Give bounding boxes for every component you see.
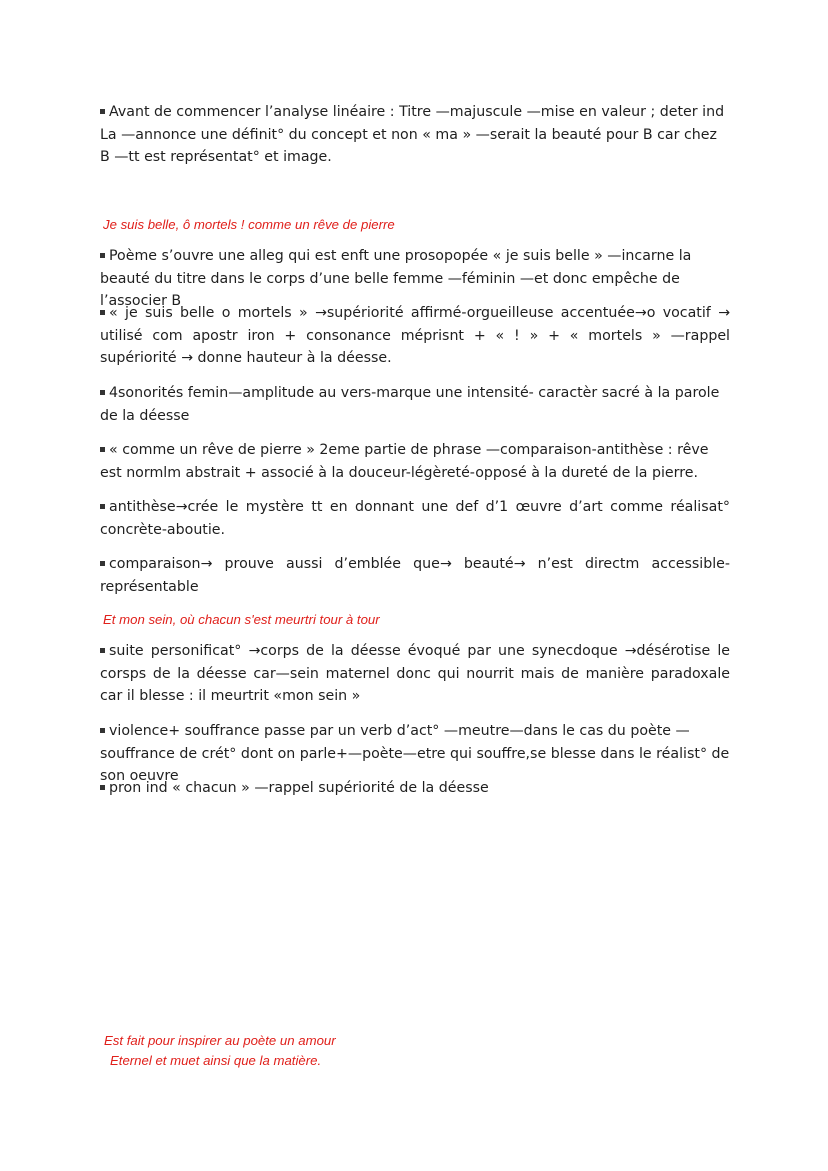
intro-text: Avant de commencer l’analyse linéaire : Titre —majuscule —mise en valeur ; deter ind La —annonce une définit° du concept et non « ma » —serait la beauté pour B car chez B —tt est représentat° et image. bbox=[100, 104, 725, 165]
note-text: pron ind « chacun » —rappel supériorité de la déesse bbox=[109, 780, 489, 796]
bullet-icon bbox=[100, 785, 105, 790]
note-paragraph bbox=[100, 777, 730, 800]
bullet-icon bbox=[100, 561, 105, 566]
note-text: « comme un rêve de pierre » 2eme partie de phrase —comparaison-antithèse : rêve est normlm abstrait + associé à la douceur-légèreté-opposé à la dureté de la pierre. bbox=[100, 442, 709, 481]
note-text: 4sonorités femin—amplitude au vers-marque une intensité- caractèr sacré à la parole de la déesse bbox=[100, 385, 720, 424]
quote-line-1: Je suis belle, ô mortels ! comme un rêve de pierre bbox=[103, 217, 395, 232]
note-paragraph bbox=[100, 382, 730, 427]
note-text: violence+ souffrance passe par un verb d’act° —meutre—dans le cas du poète —souffrance de crét° dont on parle+—poète—etre qui souffre,se blesse dans le réalist° de son oeuvre bbox=[100, 723, 730, 784]
quote-line-2: Et mon sein, où chacun s'est meurtri tour à tour bbox=[103, 612, 380, 627]
quote-line-3b: Eternel et muet ainsi que la matière. bbox=[110, 1053, 322, 1068]
note-text: « je suis belle o mortels » →supériorité affirmé-orgueilleuse accentuée→o vocatif → utilisé com apostr iron + consonance méprisnt + « ! » + « mortels » —rappel supériorité → donne hauteur à la déesse. bbox=[100, 305, 730, 366]
bullet-icon bbox=[100, 390, 105, 395]
note-paragraph bbox=[100, 302, 730, 370]
bullet-icon bbox=[100, 504, 105, 509]
bullet-icon bbox=[100, 447, 105, 452]
bullet-icon bbox=[100, 253, 105, 258]
bullet-icon bbox=[100, 310, 105, 315]
note-paragraph bbox=[100, 496, 730, 541]
note-text: comparaison→ prouve aussi d’emblée que→ beauté→ n’est directm accessible-représentable bbox=[100, 556, 730, 595]
note-text: antithèse→crée le mystère tt en donnant une def d’1 œuvre d’art comme réalisat° concrète-aboutie. bbox=[100, 499, 730, 538]
note-text: Poème s’ouvre une alleg qui est enft une prosopopée « je suis belle » —incarne la beauté du titre dans le corps d’une belle femme —féminin —et donc empêche de l’associer B bbox=[100, 248, 692, 309]
note-paragraph bbox=[100, 553, 730, 598]
bullet-icon bbox=[100, 109, 105, 114]
note-text: suite personificat° →corps de la déesse évoqué par une synecdoque →désérotise le corsps de la déesse car—sein maternel donc qui nourrit mais de manière paradoxale car il blesse : il meurtrit «mon sein » bbox=[100, 643, 730, 704]
note-paragraph bbox=[100, 640, 730, 708]
bullet-icon bbox=[100, 648, 105, 653]
bullet-icon bbox=[100, 728, 105, 733]
note-paragraph bbox=[100, 439, 730, 484]
intro-paragraph bbox=[100, 101, 730, 169]
quote-line-3a: Est fait pour inspirer au poète un amour bbox=[104, 1033, 336, 1048]
